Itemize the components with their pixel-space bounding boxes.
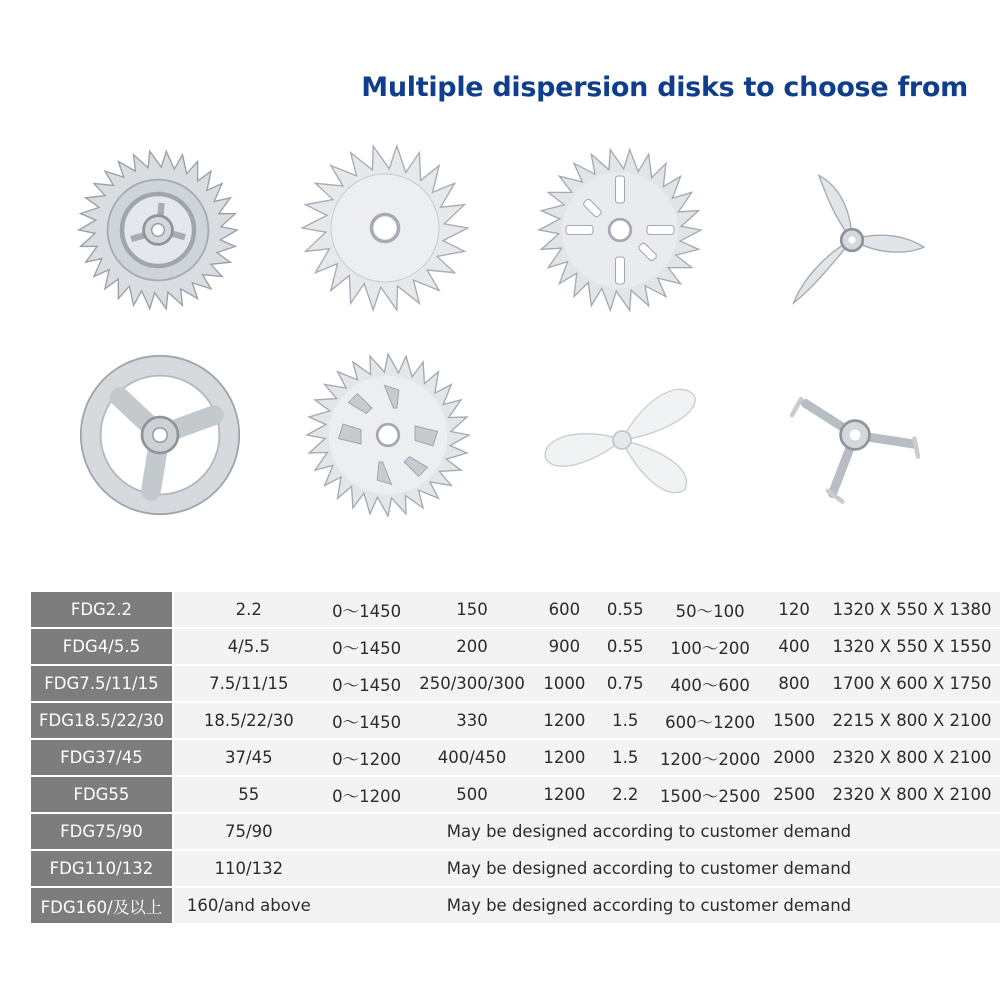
- spoked-disk-icon: [70, 345, 250, 525]
- spec-cell: 1700 X 600 X 1750: [824, 666, 1000, 701]
- spec-cell: 1320 X 550 X 1550: [824, 629, 1000, 664]
- spec-cell: 0.75: [594, 666, 656, 701]
- model-cell: FDG37/45: [31, 740, 174, 775]
- three-arm-anchor-icon: [765, 345, 945, 525]
- table-row: [31, 629, 1000, 664]
- custom-demand-note: May be designed according to customer demand: [324, 814, 1000, 849]
- spec-cell: 0.55: [594, 592, 656, 627]
- spec-cell: 1320 X 550 X 1380: [824, 592, 1000, 627]
- spec-cell: 50～100: [656, 592, 764, 627]
- spec-cell: 2320 X 800 X 2100: [824, 777, 1000, 812]
- model-cell: FDG110/132: [31, 851, 174, 886]
- spec-cell: 250/300/300: [410, 666, 535, 701]
- spec-cell: 0～1450: [324, 666, 410, 701]
- model-cell: FDG55: [31, 777, 174, 812]
- spec-cell: 900: [534, 629, 594, 664]
- model-cell: FDG18.5/22/30: [31, 703, 174, 738]
- spec-cell: 0～1450: [324, 592, 410, 627]
- spec-cell: 800: [764, 666, 824, 701]
- table-row: [31, 888, 1000, 923]
- spec-cell: 0.55: [594, 629, 656, 664]
- spec-cell: 1200: [534, 740, 594, 775]
- spec-cell: 1500: [764, 703, 824, 738]
- table-row: [31, 666, 1000, 701]
- spec-cell: 2215 X 800 X 2100: [824, 703, 1000, 738]
- spec-cell: 2500: [764, 777, 824, 812]
- spec-cell: 4/5.5: [174, 629, 324, 664]
- page-title: Multiple dispersion disks to choose from: [361, 72, 968, 103]
- spec-cell: 400: [764, 629, 824, 664]
- spec-cell: 400/450: [410, 740, 535, 775]
- spec-cell: 0～1450: [324, 703, 410, 738]
- spec-cell: 1200: [534, 703, 594, 738]
- spec-cell: 2.2: [594, 777, 656, 812]
- spec-cell: 0～1200: [324, 777, 410, 812]
- sawtooth-disk-with-tabs-icon: [298, 345, 478, 525]
- propeller-icon: [532, 350, 712, 530]
- model-cell: FDG75/90: [31, 814, 174, 849]
- spec-cell: 400～600: [656, 666, 764, 701]
- table-row: [31, 851, 1000, 886]
- spec-cell: 0～1450: [324, 629, 410, 664]
- spec-cell: 120: [764, 592, 824, 627]
- spec-cell: 150: [410, 592, 535, 627]
- spec-cell: 7.5/11/15: [174, 666, 324, 701]
- spec-table: [31, 590, 1000, 925]
- spec-cell: 55: [174, 777, 324, 812]
- sawtooth-disk-with-hub-icon: [68, 140, 248, 320]
- spec-cell: 330: [410, 703, 535, 738]
- custom-demand-note: May be designed according to customer demand: [324, 888, 1000, 923]
- spec-cell: 500: [410, 777, 535, 812]
- spec-cell: 37/45: [174, 740, 324, 775]
- spec-cell: 18.5/22/30: [174, 703, 324, 738]
- spec-cell: 600～1200: [656, 703, 764, 738]
- sawtooth-disk-icon: [295, 138, 475, 318]
- spec-cell: 2320 X 800 X 2100: [824, 740, 1000, 775]
- model-cell: FDG2.2: [31, 592, 174, 627]
- spec-cell: 0～1200: [324, 740, 410, 775]
- spec-cell: 2000: [764, 740, 824, 775]
- table-row: [31, 740, 1000, 775]
- spec-cell: 1200～2000: [656, 740, 764, 775]
- three-blade-impeller-icon: [762, 150, 942, 330]
- power-cell: 75/90: [174, 814, 324, 849]
- table-row: [31, 777, 1000, 812]
- power-cell: 160/and above: [174, 888, 324, 923]
- spec-cell: 1.5: [594, 703, 656, 738]
- table-row: [31, 814, 1000, 849]
- spec-cell: 1200: [534, 777, 594, 812]
- sawtooth-disk-with-slots-icon: [530, 140, 710, 320]
- table-row: [31, 703, 1000, 738]
- custom-demand-note: May be designed according to customer demand: [324, 851, 1000, 886]
- spec-cell: 100～200: [656, 629, 764, 664]
- power-cell: 110/132: [174, 851, 324, 886]
- spec-cell: 2.2: [174, 592, 324, 627]
- model-cell: FDG7.5/11/15: [31, 666, 174, 701]
- spec-cell: 600: [534, 592, 594, 627]
- spec-cell: 1.5: [594, 740, 656, 775]
- table-row: [31, 592, 1000, 627]
- model-cell: FDG160/及以上: [31, 888, 174, 923]
- spec-cell: 200: [410, 629, 535, 664]
- spec-cell: 1000: [534, 666, 594, 701]
- spec-cell: 1500～2500: [656, 777, 764, 812]
- model-cell: FDG4/5.5: [31, 629, 174, 664]
